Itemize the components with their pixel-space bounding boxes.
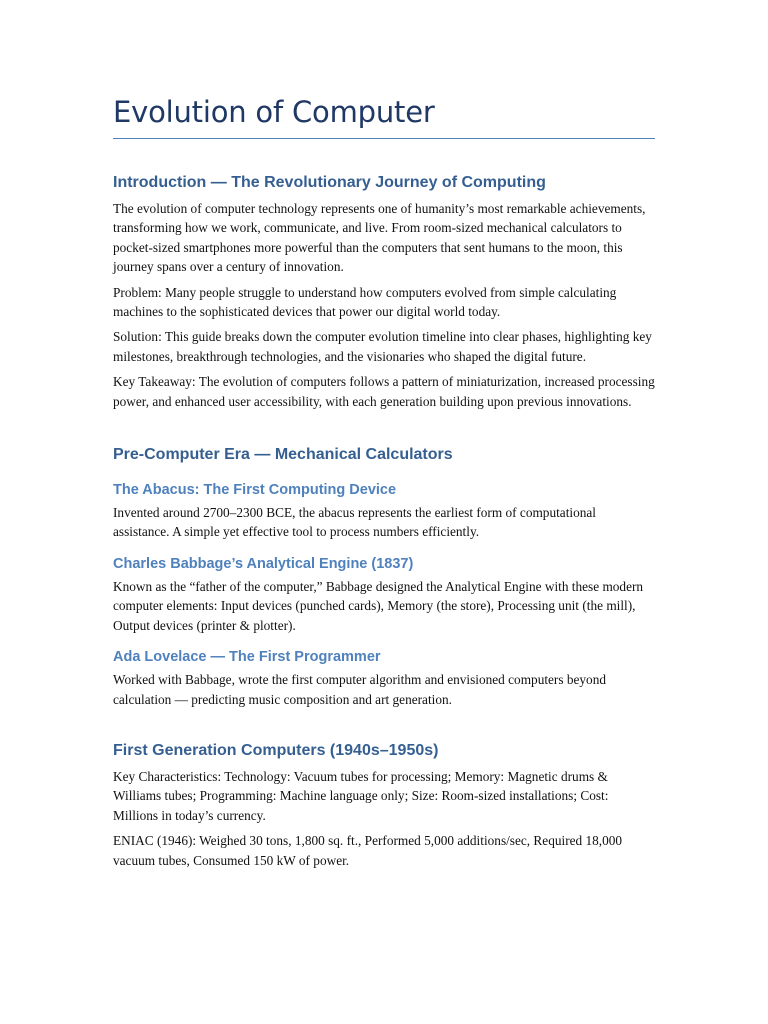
subsection-heading: Charles Babbage’s Analytical Engine (1837)	[113, 555, 414, 572]
title-underline	[113, 138, 655, 139]
subsection-heading: Ada Lovelace — The First Programmer	[113, 649, 381, 666]
subsection-heading: The Abacus: The First Computing Device	[113, 482, 397, 499]
section-introduction	[113, 173, 655, 411]
document-page	[113, 92, 655, 870]
section-first-generation	[113, 741, 655, 870]
section-pre-computer-era	[113, 445, 655, 709]
paragraph: The evolution of computer technology represents one of humanity’s most remarkable achievements, transforming how we work, communicate, and live. From room-sized mechanical calculators to pocket-sized smartphones more powerful than the computers that sent humans to the moon, this journey spans over a century of innovation.	[113, 201, 646, 275]
paragraph: ENIAC (1946): Weighed 30 tons, 1,800 sq. ft., Performed 5,000 additions/sec, Required 18,000 vacuum tubes, Consumed 150 kW of power.	[113, 833, 623, 868]
paragraph: Known as the “father of the computer,” Babbage designed the Analytical Engine with these modern computer elements: Input devices (punched cards), Memory (the store), Processing unit (the mill), Output devices (printer & plotter).	[113, 578, 644, 633]
document-title: Evolution of Computer	[113, 95, 435, 129]
paragraph: Solution: This guide breaks down the computer evolution timeline into clear phases, highlighting key milestones, breakthrough technologies, and the visionaries who shaped the digital future.	[113, 329, 652, 364]
subsection-lovelace	[113, 648, 655, 709]
paragraph: Key Characteristics: Technology: Vacuum tubes for processing; Memory: Magnetic drums & Williams tubes; Programming: Machine language only; Size: Room-sized installations; Cost: Millions in today’s currency.	[113, 768, 609, 823]
paragraph: Key Takeaway: The evolution of computers follows a pattern of miniaturization, increased processing power, and enhanced user accessibility, with each generation building upon previous innovations.	[113, 374, 655, 409]
section-heading: First Generation Computers (1940s–1950s)	[113, 741, 439, 759]
subsection-abacus	[113, 481, 655, 542]
section-heading: Pre-Computer Era — Mechanical Calculators	[113, 446, 453, 464]
paragraph: Worked with Babbage, wrote the first computer algorithm and envisioned computers beyond calculation — predicting music composition and art generation.	[113, 672, 607, 707]
subsection-babbage	[113, 555, 655, 635]
section-heading: Introduction — The Revolutionary Journey of Computing	[113, 174, 546, 191]
paragraph: Problem: Many people struggle to understand how computers evolved from simple calculating machines to the sophisticated devices that power our digital world today.	[113, 284, 617, 320]
paragraph: Invented around 2700–2300 BCE, the abacus represents the earliest form of computational assistance. A simple yet effective tool to process numbers efficiently.	[113, 505, 596, 540]
